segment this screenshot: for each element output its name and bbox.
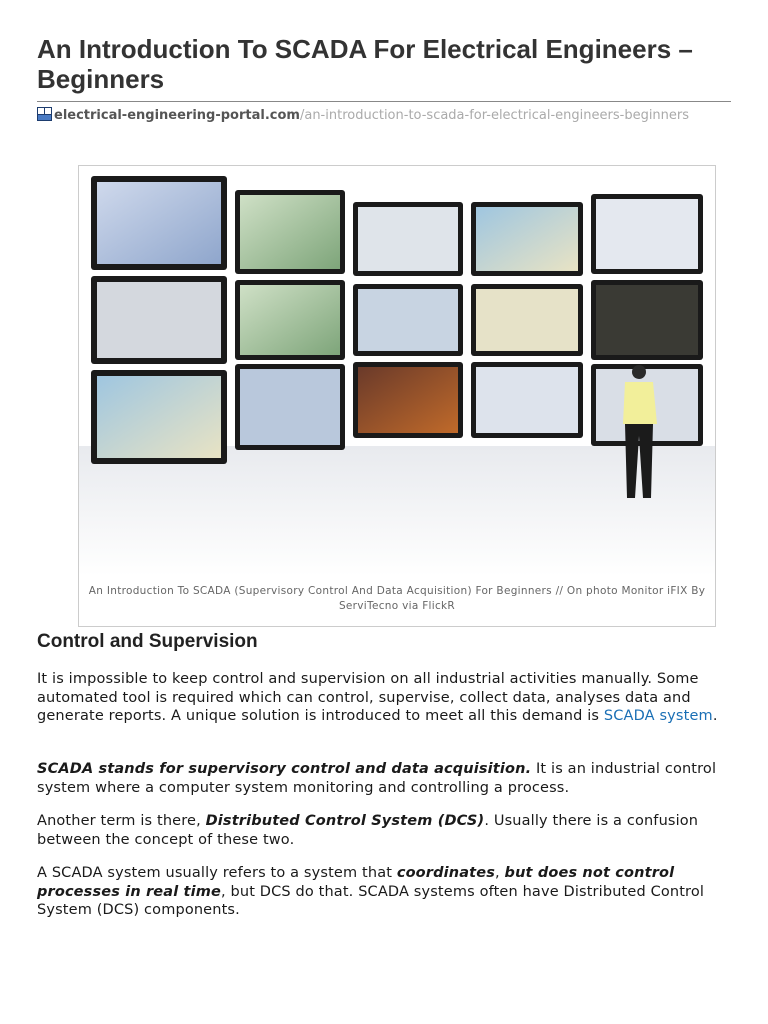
section-heading: Control and Supervision	[37, 631, 258, 652]
paragraph-3: Another term is there, Distributed Control System (DCS). Usually there is a confusion between the concept of these two.	[37, 813, 699, 848]
site-logo-icon	[37, 107, 52, 121]
article-title: An Introduction To SCADA For Electrical Engineers – Beginners	[37, 34, 693, 94]
paragraph-4: A SCADA system usually refers to a system that coordinates, but does not control processes in real time, but DCS do that. SCADA systems often have Distributed Control System (DCS) components.	[37, 865, 705, 918]
source-path[interactable]: /an-introduction-to-scada-for-electrical-engineers-beginners	[299, 108, 690, 123]
scada-monitor-wall-image	[79, 166, 715, 576]
figure-caption: An Introduction To SCADA (Supervisory Control And Data Acquisition) For Beginners // On photo Monitor iFIX By ServiTecno via FlickR	[88, 585, 706, 612]
scada-system-link[interactable]: SCADA system	[603, 708, 713, 724]
article-figure	[78, 165, 716, 627]
source-domain-link[interactable]: electrical-engineering-portal.com	[54, 108, 300, 123]
source-line	[37, 107, 737, 124]
paragraph-2: SCADA stands for supervisory control and data acquisition. It is an industrial control system where a computer system monitoring and controlling a process.	[37, 761, 717, 796]
paragraph-1: It is impossible to keep control and supervision on all industrial activities manually. Some automated tool is required which can control, supervise, collect data, analyses data and generate reports. A unique solution is introduced to meet all this demand is SCADA system.	[37, 671, 718, 724]
title-divider	[37, 101, 731, 102]
